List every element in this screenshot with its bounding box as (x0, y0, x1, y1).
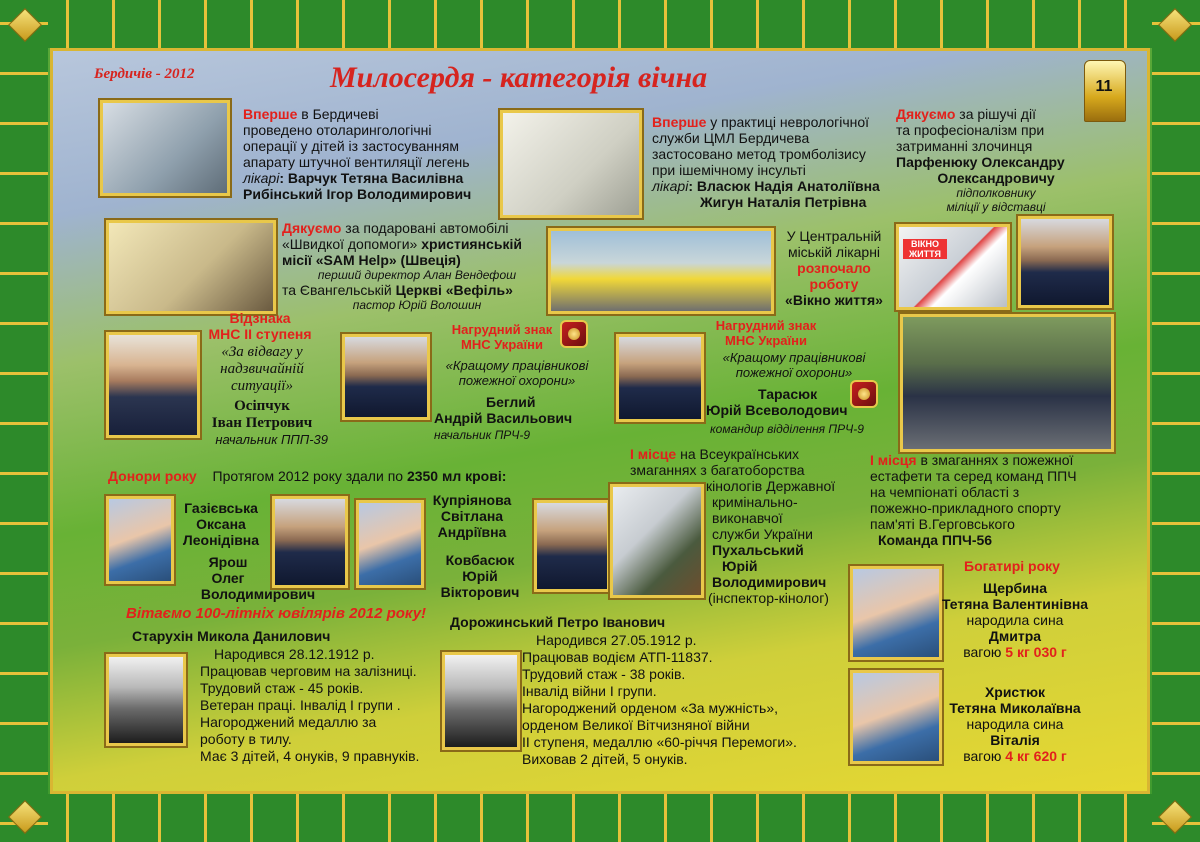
jubilee1-line3: Трудовий стаж - 45 років. (200, 680, 364, 696)
hero1-born: народила сина (966, 612, 1064, 628)
jubilee2-line6: орденом Великої Вітчизняної війни (522, 717, 750, 733)
donor1-patronymic: Леонідівна (182, 532, 260, 548)
cynology-line5: виконавчої (712, 510, 783, 526)
thanks-police-lead: Дякуємо (896, 106, 956, 122)
award1-position: начальник ППП-39 (215, 432, 328, 447)
hero2-surname: Христюк (984, 684, 1046, 700)
window-life-line3: розпочало (797, 260, 871, 276)
poster-content (50, 48, 1150, 794)
neuro-line4: при ішемічному інсульті (652, 162, 806, 178)
firesport-lead: І місця (870, 452, 917, 468)
jubilee2-line7: ІІ ступеня, медаллю «60-річчя Перемоги». (522, 734, 797, 750)
neuro-doctor2: Жигун Наталія Петрівна (700, 194, 867, 210)
award3-name (706, 386, 866, 418)
neuro-line2: служби ЦМЛ Бердичева (652, 130, 810, 146)
photo-neurology-ward (500, 110, 642, 218)
photo-starukhin (106, 654, 186, 746)
firesport-text (870, 452, 1110, 548)
firesport-team: Команда ППЧ-56 (878, 532, 993, 548)
firesport-line2: естафети та серед команд ППЧ (870, 468, 1077, 484)
jubilee1-line5: Нагороджений медаллю за (200, 714, 377, 730)
award2-title (436, 322, 568, 352)
window-life-sign: ВІКНО ЖИТТЯ (903, 239, 947, 259)
hero1-surname: Щербина (982, 580, 1048, 596)
thanks-police-name1: Парфенюку Олександру (896, 154, 1065, 170)
jubilee1-line7: Має 3 дітей, 4 онуків, 9 правнуків. (200, 748, 420, 764)
jubilee2-line3: Трудовий стаж - 38 років. (522, 666, 686, 682)
hero2-child: Віталія (990, 732, 1040, 748)
donor4-surname: Ковбасюк (445, 552, 515, 568)
award3-quote (706, 350, 882, 380)
thanks-police-line1: за рішучі дії (955, 106, 1036, 122)
jubilee2-name: Дорожинський Петро Іванович (450, 614, 666, 630)
thanks-police-line2: та професіоналізм при (896, 122, 1045, 138)
photo-donor-kovbasiuk (534, 500, 610, 592)
award2-title1: Нагрудний знак (451, 322, 553, 337)
award1-title2: МНС ІІ ступеня (208, 326, 312, 342)
donors-header (108, 468, 506, 484)
hero1-weight-label: вагою (963, 644, 1006, 660)
award2-name (434, 394, 604, 426)
award2-name1: Беглий (486, 394, 536, 410)
donors-text: Протягом 2012 року здали по (212, 468, 407, 484)
neuro-doctors-label: лікарі (652, 178, 689, 194)
photo-meeting (106, 220, 276, 314)
award2-name2: Андрій Васильович (434, 410, 573, 426)
firesport-line1: в змаганнях з пожежної (916, 452, 1074, 468)
ornament-frame-right (1152, 0, 1200, 842)
donor1-firstname: Оксана (196, 516, 246, 532)
photo-fire-team-podium (900, 314, 1114, 452)
ent-text (243, 106, 471, 202)
thanks-police-rank1: підполковнику (956, 186, 1036, 200)
jubilee2-line2: Працював водієм АТП-11837. (522, 649, 713, 665)
award1-quote (200, 344, 324, 395)
cynology-lead: І місце (630, 446, 677, 462)
page-number: 11 (1095, 78, 1113, 95)
neuro-lead: Вперше (652, 114, 707, 130)
donor2-surname: Ярош (208, 554, 248, 570)
thanks-cars-line2a: «Швидкої допомоги» (282, 236, 422, 252)
donor2-firstname: Олег (211, 570, 245, 586)
window-life-line4: роботу (809, 276, 859, 292)
ent-line1: в Бердичеві (297, 106, 379, 122)
donor4-name (430, 552, 530, 600)
thanks-cars-text (282, 220, 552, 312)
jubilee1-bio (200, 646, 460, 765)
firesport-line3: на чемпіонаті області з (870, 484, 1020, 500)
window-life-line5: «Вікно життя» (785, 292, 883, 308)
award3-title (706, 318, 826, 348)
photo-khrystiuk (850, 670, 942, 764)
award2-quote2: пожежної охорони» (458, 373, 576, 388)
ent-doctors-label: лікарі (243, 170, 280, 186)
ornament-frame-bottom (0, 794, 1200, 842)
donor2-name (176, 554, 340, 602)
hero2-text (936, 684, 1094, 764)
window-life-line2: міській лікарні (787, 244, 881, 260)
award3-quote1: «Кращому працівникові (722, 350, 866, 365)
ornament-frame-left (0, 0, 48, 842)
hero2-born: народила сина (966, 716, 1064, 732)
photo-dorozhynskyi (442, 652, 520, 750)
hero1-child: Дмитра (988, 628, 1042, 644)
hero1-weight: 5 кг 030 г (1005, 644, 1067, 660)
jubilee1-line6: роботу в тилу. (200, 731, 292, 747)
jubilee1-name: Старухін Микола Данилович (132, 628, 331, 644)
thanks-cars-lead: Дякуємо (282, 220, 342, 236)
photo-tarasiuk (616, 334, 704, 422)
award1-title (200, 310, 320, 342)
thanks-cars-line6: пастор Юрій Волошин (352, 298, 482, 312)
ent-lead: Вперше (243, 106, 298, 122)
award2-quote (430, 358, 604, 388)
firesport-line5: пам'яті В.Герговського (870, 516, 1015, 532)
photo-ent-surgery (100, 100, 230, 196)
thanks-police-name2: Олександровичу (937, 170, 1055, 186)
donor4-firstname: Юрій (462, 568, 498, 584)
ent-line3: операції у дітей із застосуванням (243, 138, 459, 154)
donor3-patronymic: Андріївна (437, 524, 507, 540)
neuro-doctor1: : Власюк Надія Анатоліївна (688, 178, 880, 194)
photo-donor-gaziievska (106, 496, 174, 584)
jubilee1-line2: Працював черговим на залізниці. (200, 663, 417, 679)
cynology-line1: на Всеукраїнських (676, 446, 800, 462)
jubilee2-line4: Інвалід війни І групи. (522, 683, 657, 699)
ent-doctor2: Рибінський Ігор Володимирович (243, 186, 472, 202)
badge-medal-icon (562, 322, 586, 346)
award1-name2: Іван Петрович (211, 415, 313, 431)
photo-window-of-life (896, 224, 1010, 310)
thanks-police-rank2: міліції у відставці (946, 200, 1046, 214)
award3-title2: МНС України (725, 333, 807, 348)
donor3-surname: Купріянова (432, 492, 512, 508)
thanks-cars-line1: за подаровані автомобілі (341, 220, 509, 236)
hero2-weight-label: вагою (963, 748, 1006, 764)
thanks-police-text (896, 106, 1096, 214)
donor1-name (176, 500, 266, 548)
neuro-line3: застосовано метод тромболізису (652, 146, 866, 162)
award2-position: начальник ПРЧ-9 (434, 428, 531, 442)
hero1-text (936, 580, 1094, 660)
cynology-position: (інспектор-кінолог) (708, 590, 829, 606)
award3-name2: Юрій Всеволодович (706, 402, 848, 418)
jubilee2-line8: Виховав 2 дітей, 5 онуків. (522, 751, 688, 767)
hero1-name: Тетяна Валентинівна (941, 596, 1089, 612)
cynology-line2: змаганнях з багатоборства (630, 462, 805, 478)
thanks-cars-line3: місії «SAM Help» (Швеція) (282, 252, 461, 268)
donors-title: Донори року (108, 468, 197, 484)
cynology-name3: Володимирович (712, 574, 827, 590)
award1-quote2: надзвичайній (220, 361, 304, 377)
ornament-frame-top (0, 0, 1200, 48)
jubilee2-bio (522, 632, 822, 768)
award3-position: командир відділення ПРЧ-9 (710, 422, 864, 436)
cynology-line3: кінологів Державної (706, 478, 836, 494)
cynology-name1: Пухальський (712, 542, 804, 558)
photo-shcherbyna (850, 566, 942, 660)
ent-line2: проведено отоларингологічні (243, 122, 432, 138)
award2-quote1: «Кращому працівникові (445, 358, 589, 373)
page-title: Милосердя - категорія вічна (330, 61, 708, 94)
cynology-name2: Юрій (722, 558, 758, 574)
award1-title1: Відзнака (229, 310, 291, 326)
hero2-weight: 4 кг 620 г (1005, 748, 1067, 764)
donor1-surname: Газієвська (184, 500, 258, 516)
thanks-cars-line5b: Церкві «Вефіль» (395, 282, 513, 298)
donor2-patronymic: Володимирович (200, 586, 316, 602)
award1-quote1: «За відвагу у (221, 344, 303, 360)
ent-line4: апарату штучної вентиляції легень (243, 154, 470, 170)
cynology-line6: служби України (712, 526, 813, 542)
window-life-line1: У Центральній (786, 228, 882, 244)
ent-doctor1: : Варчук Тетяна Василівна (279, 170, 464, 186)
thanks-cars-line5a: та Євангельській (282, 282, 396, 298)
photo-ambulances (548, 228, 774, 314)
donor3-firstname: Світлана (440, 508, 504, 524)
photo-parfeniuk (1018, 216, 1112, 308)
jubilee2-line1: Народився 27.05.1912 р. (536, 632, 697, 648)
neuro-text (652, 114, 880, 210)
hero2-name: Тетяна Миколаївна (949, 700, 1081, 716)
window-life-text (778, 228, 890, 308)
jubilee1-line4: Ветеран праці. Інвалід І групи . (200, 697, 401, 713)
award1-quote3: ситуації» (230, 378, 294, 394)
cynology-line4: кримінально- (712, 494, 798, 510)
photo-beglyi (342, 334, 430, 420)
neuro-line1: у практиці неврологічної (706, 114, 870, 130)
donor4-patronymic: Вікторович (440, 584, 520, 600)
photo-osipchuk (106, 332, 200, 438)
award1-name (202, 398, 322, 432)
jubilee2-line5: Нагороджений орденом «За мужність», (522, 700, 779, 716)
photo-donor-kupriianova (356, 500, 424, 588)
award3-title1: Нагрудний знак (715, 318, 817, 333)
award3-quote2: пожежної охорони» (735, 365, 853, 380)
award2-title2: МНС України (461, 337, 543, 352)
jubilee1-line1: Народився 28.12.1912 р. (214, 646, 375, 662)
award1-name1: Осіпчук (234, 398, 290, 414)
heroes-title: Богатирі року (964, 558, 1060, 574)
jubilee-title: Вітаємо 100-літніх ювілярів 2012 року! (126, 605, 427, 622)
donors-amount: 2350 мл крові: (406, 468, 507, 484)
thanks-cars-line2b: християнській (421, 236, 522, 252)
award3-name1: Тарасюк (758, 386, 818, 402)
thanks-police-line3: затриманні злочинця (896, 138, 1033, 154)
cynology-text (630, 446, 870, 606)
donor3-name (422, 492, 522, 540)
city-year: Бердичів - 2012 (94, 66, 195, 82)
thanks-cars-line4: перший директор Алан Вендефош (317, 268, 517, 282)
firesport-line4: пожежно-прикладного спорту (870, 500, 1061, 516)
